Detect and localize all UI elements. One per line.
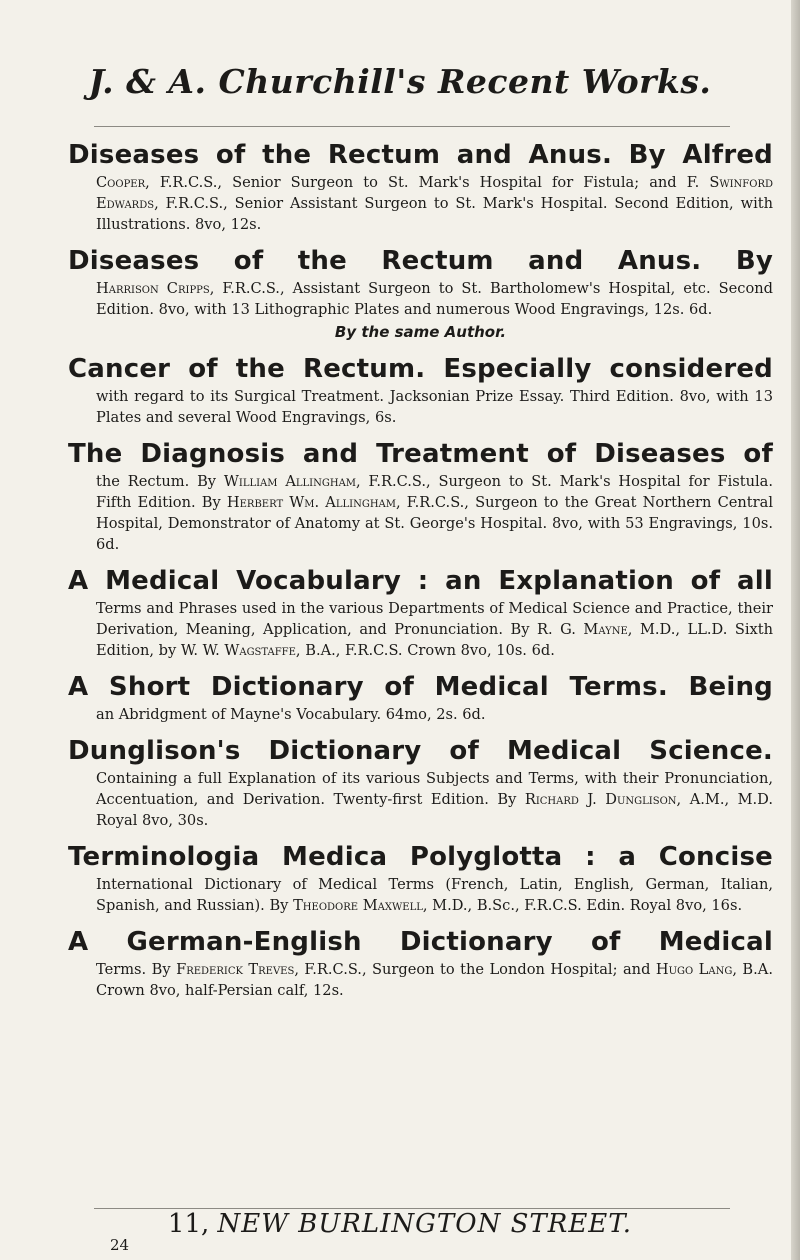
entry-title: The Diagnosis and Treatment of Diseases of bbox=[68, 439, 773, 469]
header-rule bbox=[94, 126, 730, 127]
catalogue-entry bbox=[68, 244, 773, 343]
entry-text: Containing a full Explanation of its various Subjects and Terms, with their Pronunciation, Accentuation, and Derivation. Twenty-first Edition. By bbox=[96, 770, 773, 808]
entry-title: A German-English Dictionary of Medical bbox=[68, 927, 773, 957]
page-edge bbox=[791, 0, 800, 1260]
entry-text: F.R.C.S., Senior Assistant Surgeon to St. Mark's Hospital. Second Edition, with Illustrations. 8vo, 12s. bbox=[96, 195, 773, 233]
entry-text: Terms and Phrases used in the various Departments of Medical Science and Practice, their Derivation, Meaning, Application, and Pronunciation. By bbox=[96, 600, 773, 638]
catalogue-entry bbox=[68, 352, 773, 428]
entry-text: F.R.C.S., Surgeon to the Great Northern Central Hospital, Demonstrator of Anatomy at St. George's Hospital. 8vo, with 53 Engravings, 10s. 6d. bbox=[96, 494, 773, 553]
catalogue-entries bbox=[68, 138, 773, 1010]
entry-body bbox=[68, 278, 773, 320]
street-number: 11, bbox=[167, 1209, 210, 1239]
author-name: William Allingham, bbox=[223, 473, 361, 490]
entry-text: F.R.C.S., Senior Surgeon to St. Mark's Hospital for Fistula; and F. bbox=[149, 174, 710, 191]
entry-body bbox=[68, 471, 773, 555]
catalogue-entry bbox=[68, 670, 773, 725]
publisher-address bbox=[0, 1209, 800, 1239]
author-name: Richard J. Dunglison, bbox=[524, 791, 682, 808]
street-name: NEW BURLINGTON STREET. bbox=[217, 1209, 633, 1239]
catalogue-entry bbox=[68, 840, 773, 916]
page-number: 24 bbox=[110, 1236, 130, 1254]
entry-text: B.A., F.R.C.S. Crown 8vo, 10s. 6d. bbox=[300, 642, 555, 659]
entry-title: Diseases of the Rectum and Anus. By Alfred bbox=[68, 140, 773, 170]
catalogue-entry bbox=[68, 437, 773, 555]
author-name: W. W. Wagstaffe, bbox=[180, 642, 301, 659]
catalogue-entry bbox=[68, 564, 773, 661]
entry-body bbox=[68, 874, 773, 916]
entry-text: A.M., M.D. Royal 8vo, 30s. bbox=[96, 791, 773, 829]
entry-title: Terminologia Medica Polyglotta : a Concise bbox=[68, 842, 773, 872]
author-name: Cooper, bbox=[96, 174, 150, 191]
author-name: Hugo Lang, bbox=[655, 961, 737, 978]
author-name: Swinford Edwards, bbox=[96, 174, 773, 212]
entry-text: Terms. By bbox=[96, 961, 177, 978]
entry-body bbox=[68, 386, 773, 428]
author-name: Theodore Maxwell, bbox=[293, 897, 428, 914]
entry-text: with regard to its Surgical Treatment. Jacksonian Prize Essay. Third Edition. 8vo, with 13 Plates and several Wood Engravings, 6s. bbox=[96, 388, 773, 426]
catalogue-entry bbox=[68, 138, 773, 235]
entry-body bbox=[68, 959, 773, 1001]
author-name: Frederick Treves, bbox=[176, 961, 299, 978]
entry-title: Cancer of the Rectum. Especially considered bbox=[68, 354, 773, 384]
entry-body bbox=[68, 704, 773, 725]
entry-title: Diseases of the Rectum and Anus. By bbox=[68, 246, 773, 276]
author-name: R. G. Mayne, bbox=[536, 621, 633, 638]
same-author-line: By the same Author. bbox=[334, 323, 507, 341]
entry-body bbox=[68, 598, 773, 661]
entry-text: the Rectum. By bbox=[96, 473, 224, 490]
entry-text: F.R.C.S., Surgeon to the London Hospital; and bbox=[298, 961, 656, 978]
catalogue-entry bbox=[68, 925, 773, 1001]
running-header: J. & A. Churchill's Recent Works. bbox=[88, 62, 712, 101]
entry-title: A Medical Vocabulary : an Explanation of all bbox=[68, 566, 773, 596]
entry-text: F.R.C.S., Assistant Surgeon to St. Bartholomew's Hospital, etc. Second Edition. 8vo, with 13 Lithographic Plates and numerous Wood Engravings, 12s. 6d. bbox=[96, 280, 773, 318]
entry-title: Dunglison's Dictionary of Medical Science. bbox=[68, 736, 773, 766]
entry-text: B.A. Crown 8vo, half-Persian calf, 12s. bbox=[96, 961, 773, 999]
catalogue-entry bbox=[68, 734, 773, 831]
author-name: Harrison Cripps, bbox=[96, 280, 215, 297]
entry-body bbox=[68, 172, 773, 235]
entry-text: F.R.C.S., Surgeon to St. Mark's Hospital for Fistula. Fifth Edition. By bbox=[96, 473, 773, 511]
entry-body bbox=[68, 768, 773, 831]
entry-text: International Dictionary of Medical Terms (French, Latin, English, German, Italian, Spanish, and Russian). By bbox=[96, 876, 773, 914]
entry-text: M.D., LL.D. Sixth Edition, by bbox=[96, 621, 774, 659]
author-name: Herbert Wm. Allingham, bbox=[226, 494, 401, 511]
entry-title: A Short Dictionary of Medical Terms. Being bbox=[68, 672, 773, 702]
entry-text: M.D., B.Sc., F.R.C.S. Edin. Royal 8vo, 16s. bbox=[427, 897, 743, 914]
entry-text: an Abridgment of Mayne's Vocabulary. 64mo, 2s. 6d. bbox=[96, 706, 486, 723]
